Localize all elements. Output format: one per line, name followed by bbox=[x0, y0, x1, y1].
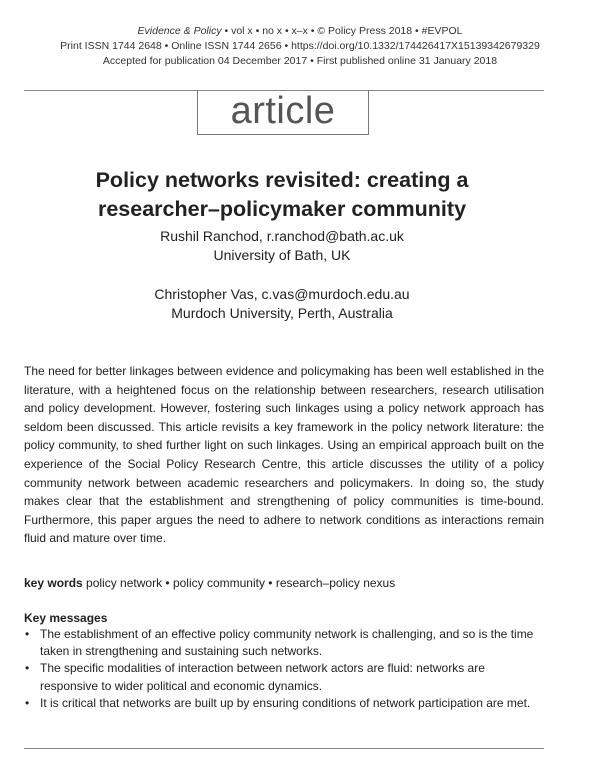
author-1-name-email[interactable]: Rushil Ranchod, r.ranchod@bath.ac.uk bbox=[160, 228, 404, 244]
key-message-item bbox=[24, 695, 544, 712]
footer-divider bbox=[24, 748, 544, 749]
header-publication-dates: Accepted for publication 04 December 2017 • First published online 31 January 2018 bbox=[102, 55, 498, 67]
author-1 bbox=[0, 227, 564, 265]
header-line-1 bbox=[0, 24, 600, 39]
bullet-icon: • bbox=[25, 695, 30, 710]
author-1-affiliation: University of Bath, UK bbox=[213, 247, 351, 263]
paper-title bbox=[0, 166, 564, 224]
key-message-text: The establishment of an effective policy community network is challenging, and so is the time taken in strengthening and sustaining such networks. bbox=[40, 627, 534, 659]
key-message-text: It is critical that networks are built up by ensuring conditions of network participation are met. bbox=[40, 695, 531, 710]
paper-title-line-1: Policy networks revisited: creating a bbox=[95, 168, 469, 192]
header-volume-info: • vol x • no x • x–x • © Policy Press 2018 • #EVPOL bbox=[221, 25, 463, 37]
article-type-label: article bbox=[197, 90, 369, 135]
author-2 bbox=[0, 285, 564, 323]
author-2-affiliation: Murdoch University, Perth, Australia bbox=[171, 305, 393, 321]
keywords-label: key words bbox=[24, 576, 83, 590]
author-2-name-email[interactable]: Christopher Vas, c.vas@murdoch.edu.au bbox=[154, 286, 410, 302]
bullet-icon: • bbox=[25, 627, 30, 641]
keywords bbox=[24, 574, 544, 592]
key-message-item bbox=[24, 626, 544, 660]
bullet-icon: • bbox=[25, 661, 30, 676]
paper-title-line-2: researcher–policymaker community bbox=[97, 197, 467, 221]
key-messages-heading: Key messages bbox=[24, 611, 108, 625]
journal-header bbox=[0, 24, 600, 69]
key-message-item bbox=[24, 660, 544, 694]
journal-name: Evidence & Policy bbox=[137, 25, 222, 37]
key-messages-list bbox=[24, 626, 544, 712]
abstract: The need for better linkages between evidence and policymaking has been well established in the literature, with a heightened focus on the relationship between researchers, research utilisation and policy development. However, fostering such linkages using a policy network approach has seldom been discussed. This article revisits a key framework in the policy network literature: the policy community, to shed further light on such linkages. Using an empirical approach built on the experience of the Social Policy Research Centre, this article discusses the utility of a policy community network between academic researchers and policymakers. In doing so, the study makes clear that the establishment and strengthening of policy communities is time-bound. Furthermore, this paper argues the need to adhere to network conditions as interactions remain fluid and mature over time. bbox=[24, 364, 544, 546]
key-message-text: The specific modalities of interaction between network actors are fluid: networks are responsive to wider political and economic dynamics. bbox=[40, 661, 485, 693]
header-issn-doi[interactable]: Print ISSN 1744 2648 • Online ISSN 1744 2656 • https://doi.org/10.1332/174426417X15139342679329 bbox=[60, 40, 540, 52]
keywords-text: policy network • policy community • research–policy nexus bbox=[82, 576, 396, 590]
